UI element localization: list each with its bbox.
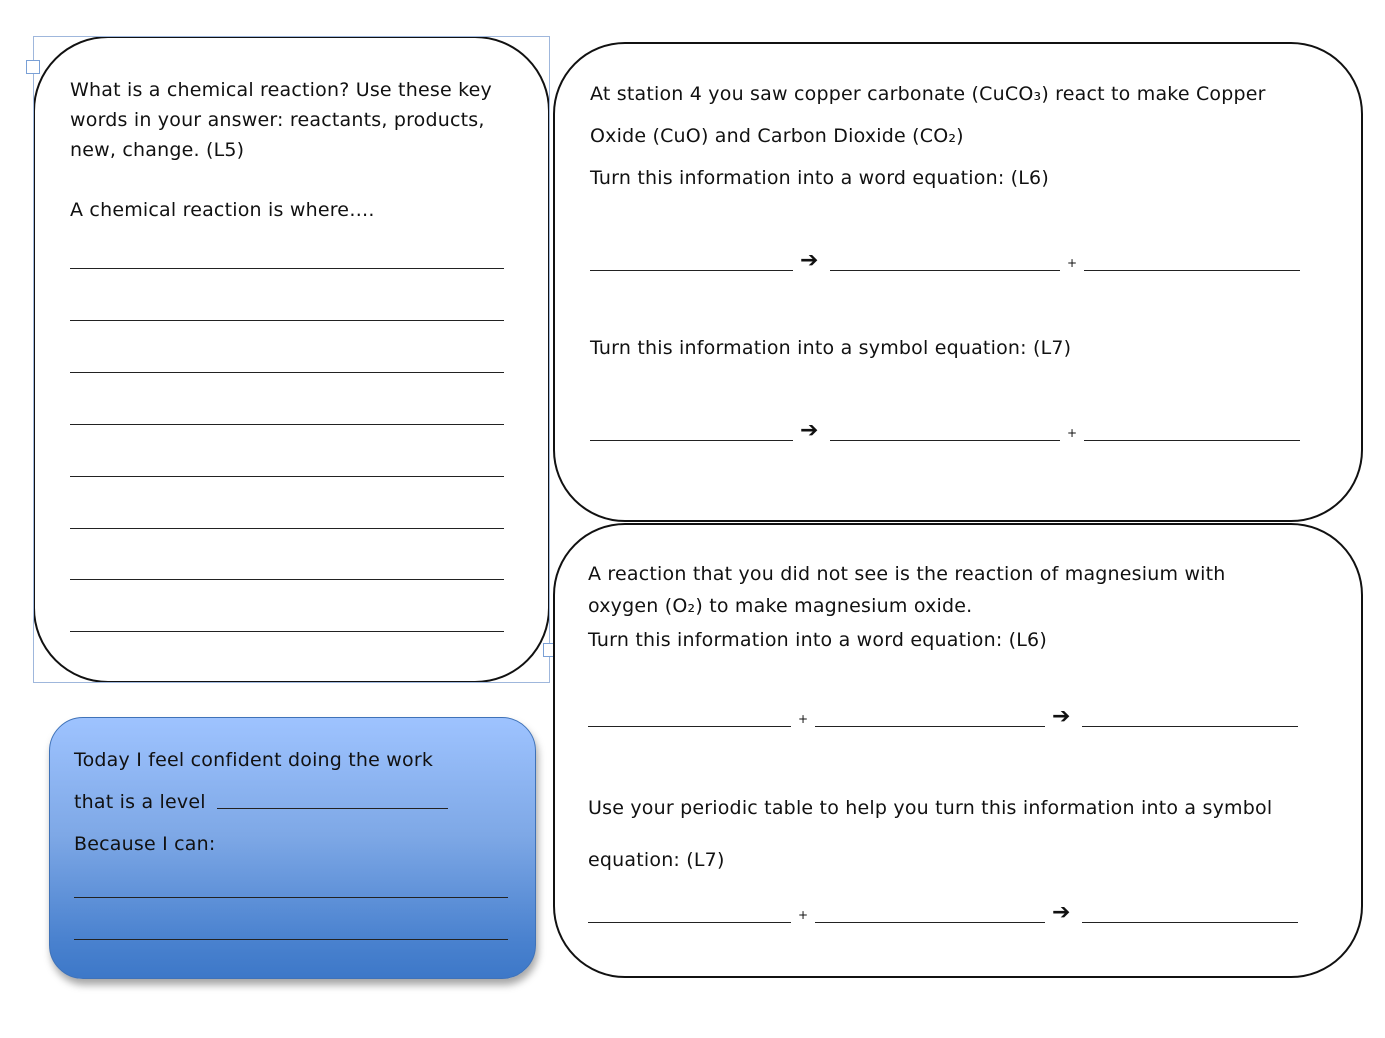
magnesium-symbol-reactant2-blank[interactable] [815,922,1045,923]
answer-line-4[interactable] [70,424,504,425]
magnesium-word-equation-prompt: Turn this information into a word equation: (L6) [588,629,1047,651]
plus-sign: + [1067,256,1078,270]
arrow-icon: ➔ [1052,900,1071,925]
magnesium-symbol-reactant1-blank[interactable] [588,922,791,923]
arrow-icon: ➔ [800,248,819,273]
copper-symbol-equation-prompt: Turn this information into a symbol equation: (L7) [590,337,1072,359]
magnesium-symbol-product-blank[interactable] [1082,922,1298,923]
plus-sign: + [798,712,809,726]
resize-handle-top-left[interactable] [26,60,40,74]
copper-carbonate-line-1: At station 4 you saw copper carbonate (CuCO₃) react to make Copper [590,83,1266,105]
arrow-icon: ➔ [1052,704,1071,729]
copper-carbonate-box [553,42,1363,522]
magnesium-line-2: oxygen (O₂) to make magnesium oxide. [588,595,973,617]
level-blank[interactable] [217,808,448,809]
answer-line-6[interactable] [70,528,504,529]
magnesium-word-product-blank[interactable] [1082,726,1298,727]
copper-symbol-product1-blank[interactable] [830,440,1060,441]
answer-line-7[interactable] [70,579,504,580]
confidence-line-3: Because I can: [74,833,216,855]
magnesium-word-reactant1-blank[interactable] [588,726,791,727]
answer-line-2[interactable] [70,320,504,321]
copper-carbonate-line-2: Oxide (CuO) and Carbon Dioxide (CO₂) [590,125,964,147]
plus-sign: + [798,908,809,922]
confidence-line-1: Today I feel confident doing the work [74,749,434,771]
copper-word-product2-blank[interactable] [1084,270,1300,271]
answer-line-8[interactable] [70,631,504,632]
answer-line-1[interactable] [70,268,504,269]
copper-word-equation-prompt: Turn this information into a word equation: (L6) [590,167,1049,189]
confidence-answer-line-1[interactable] [74,897,508,898]
copper-symbol-product2-blank[interactable] [1084,440,1300,441]
plus-sign: + [1067,426,1078,440]
confidence-line-2: that is a level [74,791,206,813]
definition-prompt: A chemical reaction is where…. [70,199,375,221]
confidence-answer-line-2[interactable] [74,939,508,940]
magnesium-line-1: A reaction that you did not see is the reaction of magnesium with [588,563,1226,585]
copper-word-product1-blank[interactable] [830,270,1060,271]
copper-word-reactant-blank[interactable] [590,270,793,271]
magnesium-symbol-equation-prompt-1: Use your periodic table to help you turn this information into a symbol [588,797,1273,819]
answer-line-5[interactable] [70,476,504,477]
copper-symbol-reactant-blank[interactable] [590,440,793,441]
answer-line-3[interactable] [70,372,504,373]
magnesium-symbol-equation-prompt-2: equation: (L7) [588,849,725,871]
magnesium-word-reactant2-blank[interactable] [815,726,1045,727]
definition-question: What is a chemical reaction? Use these key words in your answer: reactants, products, new, change. (L5) [70,79,492,161]
arrow-icon: ➔ [800,418,819,443]
